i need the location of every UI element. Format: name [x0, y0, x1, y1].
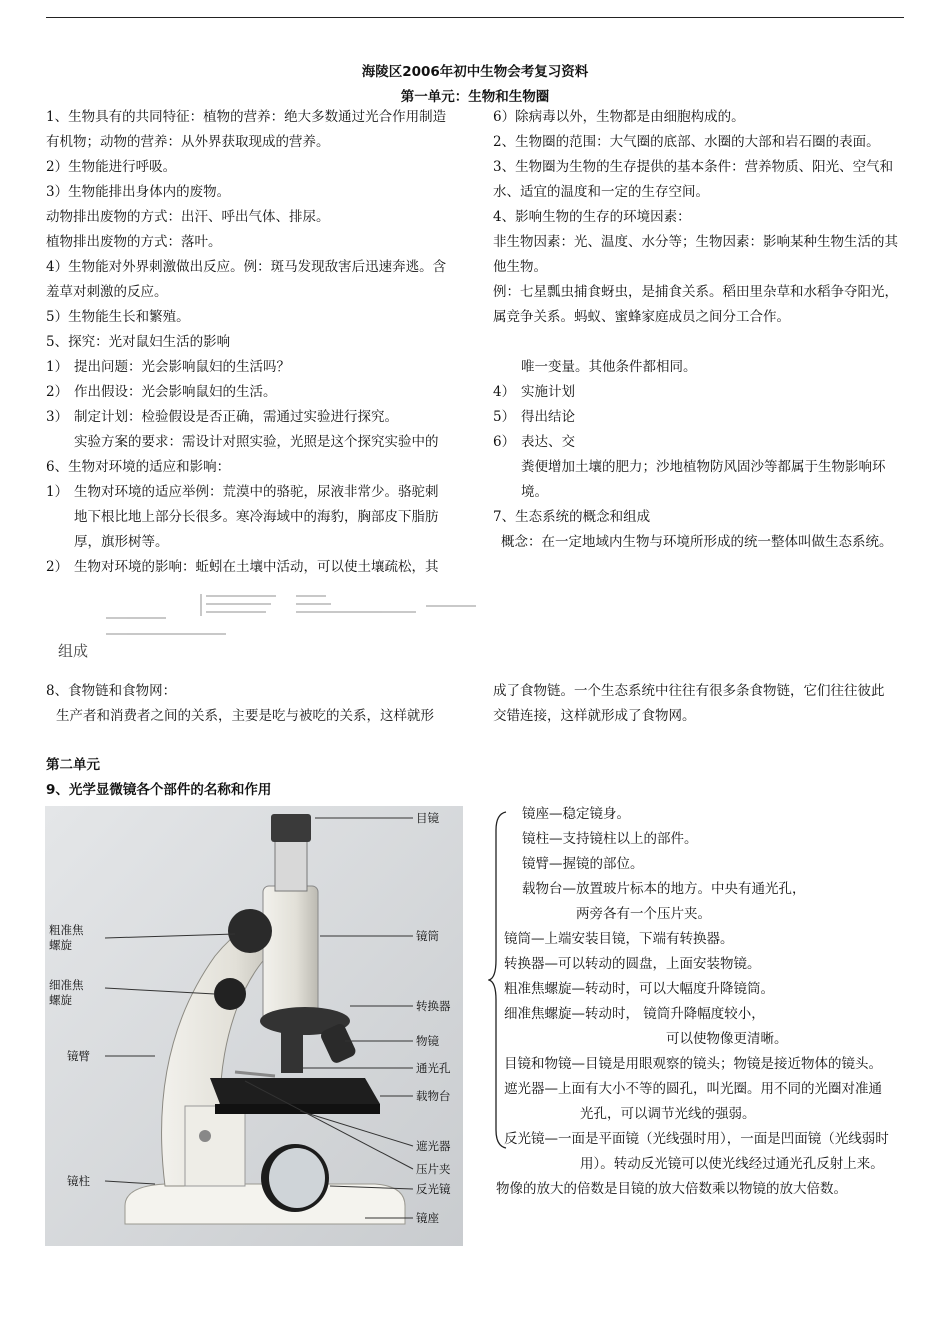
doc-title: 海陵区2006年初中生物会考复习资料: [361, 64, 589, 80]
desc-line: 载物台—放置玻片标本的地方。中央有通光孔，: [522, 881, 806, 897]
text-line: 6）除病毒以外，生物都是由细胞构成的。: [493, 109, 745, 125]
desc-line: 镜座—稳定镜身。: [522, 806, 630, 822]
text-line: 实验方案的要求：需设计对照实验，光照是这个探究实验中的: [74, 434, 439, 450]
desc-line: 镜筒—上端安装目镜，下端有转换器。: [504, 931, 734, 947]
label-jingtong: 镜筒: [416, 929, 439, 943]
list-item: 2） 作出假设：光会影响鼠妇的生活。: [46, 384, 277, 400]
label-mujing: 目镜: [416, 811, 439, 825]
desc-line: 镜臂—握镜的部位。: [522, 856, 644, 872]
text-line: 6、生物对环境的适应和影响：: [46, 459, 231, 475]
text-line: 属竞争关系。蚂蚁、蜜蜂家庭成员之间分工合作。: [493, 309, 790, 325]
text-line: 羞草对刺激的反应。: [46, 284, 168, 300]
list-item: 厚，旗形树等。: [74, 534, 169, 550]
label-jingzhu: 镜柱: [67, 1174, 90, 1188]
label-cuzhun: 粗准焦: [49, 923, 84, 937]
desc-line: 粗准焦螺旋—转动时，可以大幅度升降镜筒。: [504, 981, 774, 997]
desc-line: 用）。转动反光镜可以使光线经过通光孔反射上来。: [580, 1156, 884, 1172]
desc-line: 可以使物像更清晰。: [666, 1031, 788, 1047]
label-fanguangjing: 反光镜: [416, 1182, 451, 1196]
text-line: 4）生物能对外界刺激做出反应。例：斑马发现敌害后迅速奔逃。含: [46, 259, 447, 275]
desc-line: 物像的放大的倍数是目镜的放大倍数乘以物镜的放大倍数。: [496, 1181, 847, 1197]
text-line: 有机物；动物的营养：从外界获取现成的营养。: [46, 134, 330, 150]
label-jingbi: 镜臂: [67, 1049, 90, 1063]
list-item: 1） 生物对环境的适应举例：荒漠中的骆驼，尿液非常少。骆驼刺: [46, 484, 439, 500]
list-item: 6） 表达、交: [493, 434, 575, 450]
list-item: 5） 得出结论: [493, 409, 575, 425]
unit1-title: 第一单元：生物和生物圈: [400, 89, 550, 105]
text-line: 3、生物圈为生物的生存提供的基本条件：营养物质、阳光、空气和: [493, 159, 894, 175]
text-line: 成了食物链。一个生态系统中往往有很多条食物链，它们往往彼此: [493, 683, 885, 699]
food-chain-left: [46, 679, 466, 729]
desc-line: 光孔，可以调节光线的强弱。: [580, 1106, 756, 1122]
list-item: 4） 实施计划: [493, 384, 575, 400]
right-column: [493, 105, 908, 330]
list-item: 2） 生物对环境的影响：蚯蚓在土壤中活动，可以使土壤疏松，其: [46, 559, 439, 575]
microscope-photo: [45, 806, 463, 1246]
text-line: 他生物。: [493, 259, 547, 275]
text-line: 5、探究：光对鼠妇生活的影响: [46, 334, 231, 350]
label-wujing: 物镜: [416, 1034, 439, 1048]
text-line: 唯一变量。其他条件都相同。: [521, 359, 697, 375]
text-line: 3）生物能排出身体内的废物。: [46, 184, 231, 200]
text-line: 动物排出废物的方式：出汗、呼出气体、排尿。: [46, 209, 330, 225]
desc-line: 镜柱—支持镜柱以上的部件。: [522, 831, 698, 847]
text-line: 粪便增加土壤的肥力；沙地植物防风固沙等都属于生物影响环: [521, 459, 886, 475]
food-chain-right: [493, 679, 908, 729]
text-line: 非生物因素：光、温度、水分等；生物因素：影响某种生物生活的其: [493, 234, 898, 250]
desc-line: 目镜和物镜—目镜是用眼观察的镜头；物镜是接近物体的镜头。: [504, 1056, 882, 1072]
label-zhuanhuanqi: 转换器: [416, 999, 451, 1013]
text-line: 概念：在一定地域内生物与环境所形成的统一整体叫做生态系统。: [501, 534, 893, 550]
text-line: 8、食物链和食物网：: [46, 683, 177, 699]
faded-diagram-strip: [46, 586, 486, 656]
zucheng-label: 组成: [58, 642, 89, 660]
text-line: 境。: [521, 484, 548, 500]
label-zheguangqi: 遮光器: [416, 1139, 451, 1153]
label-jingzuo: 镜座: [416, 1211, 439, 1225]
top-rule: [46, 17, 904, 18]
label-cuzhun-2: 螺旋: [49, 938, 72, 952]
text-line: 植物排出废物的方式：落叶。: [46, 234, 222, 250]
desc-line: 遮光器—上面有大小不等的圆孔，叫光圈。用不同的光圈对准通: [504, 1081, 882, 1097]
label-tongguangkong: 通光孔: [416, 1061, 451, 1075]
text-line: 7、生态系统的概念和组成: [493, 509, 651, 525]
list-item: 3） 制定计划：检验假设是否正确，需通过实验进行探究。: [46, 409, 398, 425]
text-line: 例：七星瓢虫捕食蚜虫，是捕食关系。稻田里杂草和水稻争夺阳光，: [493, 284, 898, 300]
desc-line: 转换器—可以转动的圆盘，上面安装物镜。: [504, 956, 761, 972]
microscope-description: [496, 802, 912, 1202]
unit2-title: 第二单元: [46, 757, 100, 773]
question-9-title: 9、光学显微镜各个部件的名称和作用: [46, 782, 272, 798]
desc-line: 两旁各有一个压片夹。: [576, 906, 711, 922]
right-column-2: [493, 355, 908, 555]
list-item: 1） 提出问题：光会影响鼠妇的生活吗？: [46, 359, 290, 375]
text-line: 4、影响生物的生存的环境因素：: [493, 209, 691, 225]
label-yapianjia: 压片夹: [416, 1162, 451, 1176]
text-line: 2）生物能进行呼吸。: [46, 159, 177, 175]
desc-line: 细准焦螺旋—转动时， 镜筒升降幅度较小，: [504, 1006, 765, 1022]
label-xizhun: 细准焦: [49, 978, 84, 992]
label-xizhun-2: 螺旋: [49, 993, 72, 1007]
text-line: 生产者和消费者之间的关系，主要是吃与被吃的关系，这样就形: [56, 708, 434, 724]
text-line: 2、生物圈的范围：大气圈的底部、水圈的大部和岩石圈的表面。: [493, 134, 880, 150]
list-item: 地下根比地上部分长很多。寒冷海域中的海豹，胸部皮下脂肪: [74, 509, 439, 525]
text-line: 水、适宜的温度和一定的生存空间。: [493, 184, 709, 200]
desc-line: 反光镜—一面是平面镜（光线强时用），一面是凹面镜（光线弱时: [504, 1131, 889, 1147]
label-zaiwutai: 载物台: [416, 1089, 451, 1103]
left-column: [46, 105, 466, 580]
text-line: 交错连接，这样就形成了食物网。: [493, 708, 696, 724]
text-line: 5）生物能生长和繁殖。: [46, 309, 190, 325]
text-line: 1、生物具有的共同特征：植物的营养：绝大多数通过光合作用制造: [46, 109, 447, 125]
